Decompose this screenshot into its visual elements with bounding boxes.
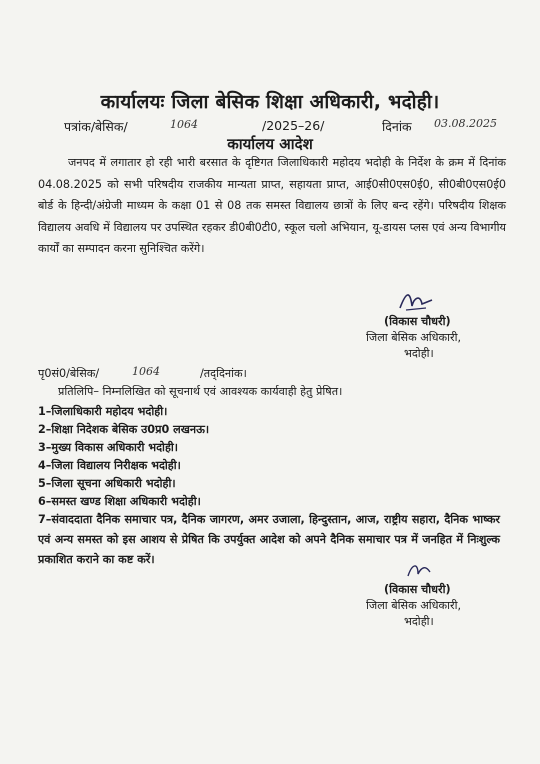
signature-mark-1 (396, 288, 436, 316)
list-item-7: 7–संवाददाता दैनिक समाचार पत्र, दैनिक जागरण, अमर उजाला, हिन्दुस्तान, आज, राष्ट्रीय सहारा, दैनिक भाष्कर एवं अन्य समस्त को इस आशय से प्रेषित कि उपर्युक्त आदेश को अपने दैनिक समाचार पत्र में जनहित में निःशुल्क प्रकाशित कराने का कष्ट करें। (38, 513, 500, 566)
copy-intro: प्रतिलिपि– निम्नलिखित को सूचनार्थ एवं आवश्यक कार्यवाही हेतु प्रेषित। (58, 385, 343, 398)
order-heading: कार्यालय आदेश (227, 135, 313, 153)
ref-prefix: पत्रांक/बेसिक/ (64, 119, 128, 134)
signature1-designation: जिला बेसिक अधिकारी, (366, 331, 462, 344)
copy-ref-suffix: /तद्‌दिनांक। (200, 367, 247, 380)
signature1-name: (विकास चौधरी) (384, 315, 451, 328)
signature2-designation: जिला बेसिक अधिकारी, (366, 599, 462, 612)
list-item: 1–जिलाधिकारी महोदय भदोही। (38, 405, 168, 418)
list-item: 5–जिला सूचना अधिकारी भदोही। (38, 477, 176, 490)
signature-mark-2 (404, 560, 434, 582)
copy-ref-number: 1064 (132, 365, 160, 378)
list-item: 2–शिक्षा निदेशक बेसिक उ0प्र0 लखनऊ। (38, 423, 210, 436)
copy-ref-prefix: पृ0सं0/बेसिक/ (38, 367, 100, 380)
date-label: दिनांक (382, 119, 412, 134)
date-value: 03.08.2025 (434, 117, 497, 130)
order-body: जनपद में लगातार हो रही भारी बरसात के दृष्टिगत जिलाधिकारी महोदय भदोही के निर्देश के क्रम में दिनांक 04.08.2025 को सभी परिषदीय राजकीय मान्यता प्राप्त, सहायता प्राप्त, आई0सी0एस0ई0, सी0बी0एस0ई0 बोर्ड के हिन्दी/अंग्रेजी माध्यम के कक्षा 01 से 08 तक समस्त विद्यालय छात्रों के लिए बन्द रहेंगे। परिषदीय शिक्षक विद्यालय अवधि में विद्यालय पर उपस्थित रहकर डी0बी0टी0, स्कूल चलो अभियान, यू-डायस प्लस एवं अन्य विभागीय कार्यों का सम्पादन करना सुनिश्चित करेंगे। (38, 156, 506, 255)
signature1-place: भदोही। (404, 347, 434, 360)
ref-suffix: /2025–26/ (262, 118, 325, 133)
list-item: 3–मुख्य विकास अधिकारी भदोही। (38, 441, 179, 454)
signature2-name: (विकास चौधरी) (384, 583, 451, 596)
list-item: 4–जिला विद्यालय निरीक्षक भदोही। (38, 459, 181, 472)
ref-number: 1064 (170, 118, 198, 131)
office-title: कार्यालयः जिला बेसिक शिक्षा अधिकारी, भदोही। (100, 91, 440, 113)
list-item: 6–समस्त खण्ड शिक्षा अधिकारी भदोही। (38, 495, 201, 508)
signature2-place: भदोही। (404, 615, 434, 628)
